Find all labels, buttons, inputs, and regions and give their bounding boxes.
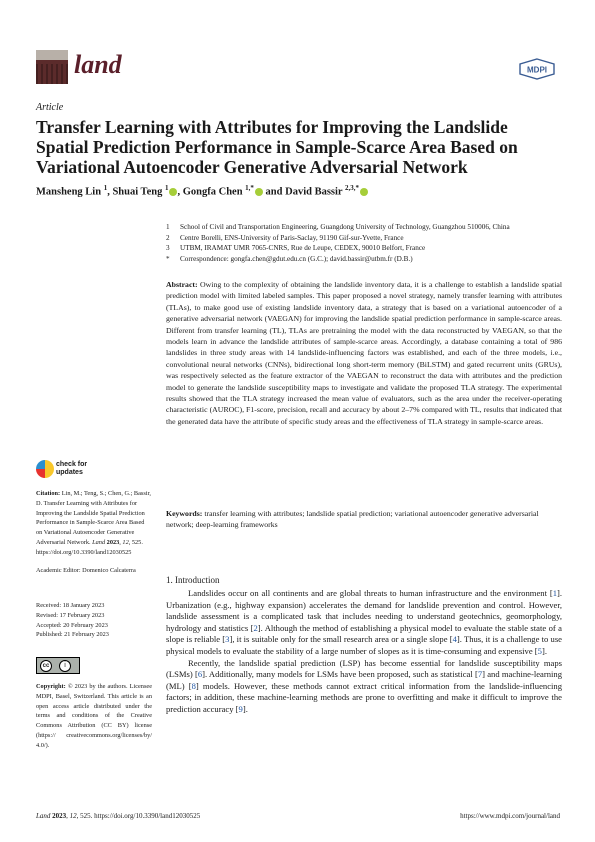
mdpi-logo (518, 58, 556, 80)
affiliation-row (166, 254, 566, 265)
reference-link[interactable]: 5 (537, 645, 542, 656)
footer-journal: Land (36, 812, 51, 820)
footer-year: 2023 (52, 812, 67, 820)
citation-volume: 12 (122, 538, 129, 546)
mdpi-logo-text: MDPI (527, 65, 547, 75)
affiliation-mark: 2 (166, 233, 170, 242)
citation-block: Citation: Lin, M.; Teng, S.; Chen, G.; Bassir, D. Transfer Learning with Attributes for Improving the Landslide Spatial Prediction Performance in Sample-Scarce Area Based on Variational Autoencoder Generative Adversarial Network. Land 2023, 12, 525. https://doi.org/10.3390/land12030525 (36, 490, 151, 556)
affiliation-text: Centre Borelli, ENS-University of Paris-Saclay, 91190 Gif-sur-Yvette, France (180, 233, 404, 242)
reference-link[interactable]: 6 (197, 669, 203, 680)
affiliation-text: Correspondence: gongfa.chen@gdut.edu.cn (G.C.); david.bassir@utbm.fr (D.B.) (180, 254, 413, 263)
copyright-label: Copyright: (36, 683, 66, 690)
affiliation-mark: * (166, 254, 170, 263)
article-dates (36, 601, 152, 640)
date-line: Revised: 17 February 2023 (36, 611, 105, 619)
reference-link[interactable]: 8 (191, 680, 196, 691)
check-for-updates-link[interactable] (56, 461, 87, 477)
citation-journal: Land (92, 538, 106, 546)
affiliation-text: UTBM, IRAMAT UMR 7065-CNRS, Rue de Leupe, CEDEX, 90010 Belfort, France (180, 244, 426, 253)
check-updates-line2: updates (56, 469, 83, 476)
author-affiliation-mark: 2,3,* (345, 184, 360, 192)
check-for-updates-icon[interactable] (36, 460, 54, 478)
affiliation-row (166, 222, 566, 233)
cc-icon: cc (40, 660, 52, 672)
academic-editor (36, 566, 152, 576)
keywords-text: transfer learning with attributes; landslide spatial prediction; variational autoencoder generative adversarial network; deep-learning frameworks (166, 509, 539, 530)
date-line: Received: 18 January 2023 (36, 602, 105, 609)
reference-link[interactable]: 2 (253, 622, 258, 633)
editor-label: Academic Editor: (36, 567, 81, 574)
footer-journal-url[interactable]: https://www.mdpi.com/journal/land (460, 812, 560, 820)
attribution-icon: i (59, 660, 71, 672)
journal-cover-logo (36, 50, 68, 84)
author-name: Gongfa Chen (182, 186, 246, 198)
author-separator: and (262, 186, 286, 198)
footer-citation: Land 2023, 12, 525. https://doi.org/10.3390/land12030525 (36, 812, 201, 820)
orcid-icon[interactable] (360, 188, 368, 196)
citation-doi[interactable]: , 525. https://doi.org/10.3390/land12030525 (36, 538, 143, 556)
affiliation-row (166, 243, 566, 254)
copyright-notice (36, 682, 152, 751)
check-updates-line1: check for (56, 461, 88, 468)
author-affiliation-mark: 1 (103, 184, 108, 192)
intro-paragraph: Recently, the landslide spatial prediction (LSP) has become essential for landslide susceptibility maps (LSMs) [6]. Additionally, many models for LSMs have been proposed, such as statistical [7] and machine-learning (ML) [8] models. However, these methods cannot extract critical information from the landslide-influencing factors; in addition, these machine-learning methods are prone to overfitting and make it difficult to improve the prediction accuracy [9]. (166, 657, 562, 714)
abstract-text: Owing to the complexity of obtaining the landslide inventory data, it is a challenge to establish a landslide spatial prediction model with limited labeled samples. This paper proposed a novel strategy, namely transfer learning with attributes (TLAs), to make good use of existing landslide inventory data, a strategy that is based on a variational autoencoder of a generative adversarial network (VAEGAN) for improving the landslide spatial prediction performance in sample-scarce areas. Different from transfer learning (TL), TLAs are pretraining the model with the data reconstructed by VAEGAN, so that the models learn in advance the landslide attributes of sample-scarce areas. Accordingly, a database containing a total of 986 landslides in three study areas with 14 landslide-influencing factors was established, and each of the three models, i.e., convolutional neural networks (CNNs), bidirectional long short-term memory (BiLSTM) and gated recurrent units (GRUs), was respectively selected as the feature extractor of the VAEGAN to reconstruct the data with attributes and the prediction model to generate the landslide susceptibility maps to investigate and validate the proposed TLA strategy. The experimental results showed that the TLA strategy increased the mean value of evaluators, such as the area under the receiver-operating characteristic (AUROC), F1-score, precision, recall and accuracy by about 2–7% compared with TL, results that indicated that the generated data have the attribute of specific study areas and the effectiveness of TLA strategy in sample-scarce areas. (166, 280, 563, 426)
reference-link[interactable]: 9 (238, 703, 243, 714)
affiliation-mark: 3 (166, 244, 170, 253)
affiliations (166, 222, 566, 264)
author-name: David Bassir (285, 186, 346, 198)
section-heading: 1. Introduction (166, 575, 220, 585)
reference-link[interactable]: 7 (477, 669, 483, 680)
abstract-label: Abstract: (166, 280, 198, 289)
affiliation-row (166, 233, 566, 244)
author-affiliation-mark: 1,* (245, 184, 254, 192)
keywords-label: Keywords: (166, 509, 203, 518)
author-name: Shuai Teng (112, 186, 165, 198)
citation-year: 2023 (106, 538, 120, 546)
date-line: Published: 21 February 2023 (36, 631, 109, 639)
reference-link[interactable]: 4 (452, 634, 457, 645)
journal-name: land (74, 50, 122, 79)
author-affiliation-mark: 1 (164, 184, 169, 192)
date-line: Accepted: 20 February 2023 (36, 621, 108, 629)
affiliation-mark: 1 (166, 223, 170, 231)
author-list (36, 184, 561, 198)
citation-label: Citation: (36, 490, 61, 497)
cc-by-badge[interactable] (36, 657, 80, 674)
footer-volume: 12 (69, 812, 77, 820)
author-separator: , (107, 186, 113, 198)
reference-link[interactable]: 3 (225, 634, 230, 645)
editor-name: Domenico Calcaterra (82, 567, 136, 574)
introduction-body (166, 588, 562, 716)
affiliation-text: School of Civil and Transportation Engineering, Guangdong University of Technology, Guangzhou 510006, China (180, 223, 510, 231)
orcid-icon[interactable] (255, 188, 263, 196)
intro-paragraph: Landslides occur on all continents and are global threats to human infrastructure and the environment [1]. Urbanization (e.g., highway expansion) accelerates the demand for landslide prevention and control. However, landslide assessment is a complicated task that includes needing to understand geotechnics, geomorphology, hydrology and statistics [2]. Although the method of establishing a physical model to evaluate the stable state of a slope is reliable [3], it is suitable only for the small research area or a single slope [4]. Thus, it is a challenge to use physical models to evaluate the stability of a large number of slopes as it is time-consuming and expensive [5]. (166, 588, 562, 656)
citation-text: Lin, M.; Teng, S.; Chen, G.; Bassir, D. Transfer Learning with Attributes for Improving the Landslide Spatial Prediction Performance in Sample-Scarce Area Based on Variational Autoencoder Generative Adversarial Network. (36, 490, 151, 546)
reference-link[interactable]: 1 (552, 588, 557, 598)
footer-doi[interactable]: , 525. https://doi.org/10.3390/land12030525 (76, 812, 201, 820)
paper-title: Transfer Learning with Attributes for Improving the Landslide Spatial Prediction Performance in Sample-Scarce Area Based on Variational Autoencoder Generative Adversarial Network (36, 117, 518, 177)
copyright-text: © 2023 by the authors. Licensee MDPI, Basel, Switzerland. This article is an open access article distributed under the terms and conditions of the Creative Commons Attribution (CC BY) license (https:// creativecommons.org/licenses/by/ 4.0/). (36, 683, 153, 749)
author-name: Mansheng Lin (36, 186, 104, 198)
keywords (166, 508, 562, 531)
abstract (166, 279, 562, 427)
article-type: Article (36, 102, 64, 113)
author-separator: , (177, 186, 183, 198)
